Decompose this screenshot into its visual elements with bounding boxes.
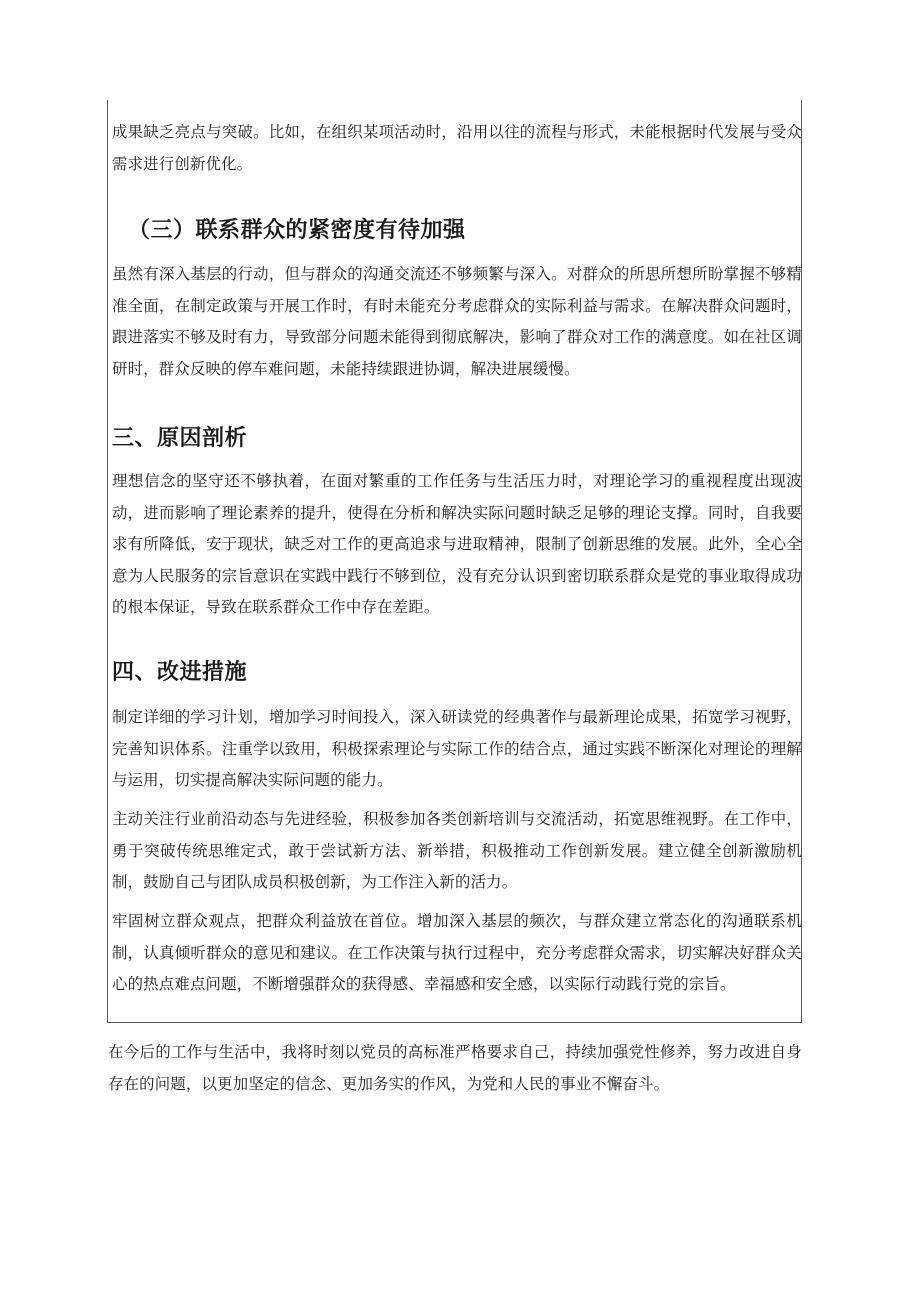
improvement-paragraph: 主动关注行业前沿动态与先进经验，积极参加各类创新培训与交流活动，拓宽思维视野。在工作中，勇于突破传统思维定式，敢于尝试新方法、新举措，积极推动工作创新发展。建立健全创新激励机制，鼓励自己与团队成员积极创新，为工作注入新的活力。 bbox=[112, 810, 802, 891]
improvement-paragraph: 牢固树立群众观点，把群众利益放在首位。增加深入基层的频次，与群众建立常态化的沟通联系机制，认真倾听群众的意见和建议。在工作决策与执行过程中，充分考虑群众需求，切实解决好群众关心的热点难点问题，不断增强群众的获得感、幸福感和安全感，以实际行动践行党的宗旨。 bbox=[112, 912, 802, 993]
section-3-subheading: （三）联系群众的紧密度有待加强 bbox=[128, 218, 466, 243]
improvement-paragraph: 制定详细的学习计划，增加学习时间投入，深入研读党的经典著作与最新理论成果，拓宽学习视野，完善知识体系。注重学以致用，积极探索理论与实际工作的结合点，通过实践不断深化对理论的理解与运用，切实提高解决实际问题的能力。 bbox=[112, 708, 802, 789]
cause-analysis-heading: 三、原因剖析 bbox=[112, 426, 248, 451]
closing-paragraph: 在今后的工作与生活中，我将时刻以党员的高标准严格要求自己，持续加强党性修养，努力改进自身存在的问题，以更加坚定的信念、更加务实的作风，为党和人民的事业不懈奋斗。 bbox=[108, 1043, 802, 1093]
section-3-paragraph: 虽然有深入基层的行动，但与群众的沟通交流还不够频繁与深入。对群众的所思所想所盼掌握不够精准全面，在制定政策与开展工作时，有时未能充分考虑群众的实际利益与需求。在解决群众问题时，跟进落实不够及时有力，导致部分问题未能得到彻底解决，影响了群众对工作的满意度。如在社区调研时，群众反映的停车难问题，未能持续跟进协调，解决进展缓慢。 bbox=[112, 265, 802, 378]
cause-analysis-paragraph: 理想信念的坚守还不够执着，在面对繁重的工作任务与生活压力时，对理论学习的重视程度出现波动，进而影响了理论素养的提升，使得在分析和解决实际问题时缺乏足够的理论支撑。同时，自我要求有所降低，安于现状，缺乏对工作的更高追求与进取精神，限制了创新思维的发展。此外，全心全意为人民服务的宗旨意识在实践中践行不够到位，没有充分认识到密切联系群众是党的事业取得成功的根本保证，导致在联系群众工作中存在差距。 bbox=[112, 472, 802, 616]
improvement-heading: 四、改进措施 bbox=[112, 660, 248, 685]
intro-continuation-paragraph: 成果缺乏亮点与突破。比如，在组织某项活动时，沿用以往的流程与形式，未能根据时代发展与受众需求进行创新优化。 bbox=[112, 123, 802, 173]
